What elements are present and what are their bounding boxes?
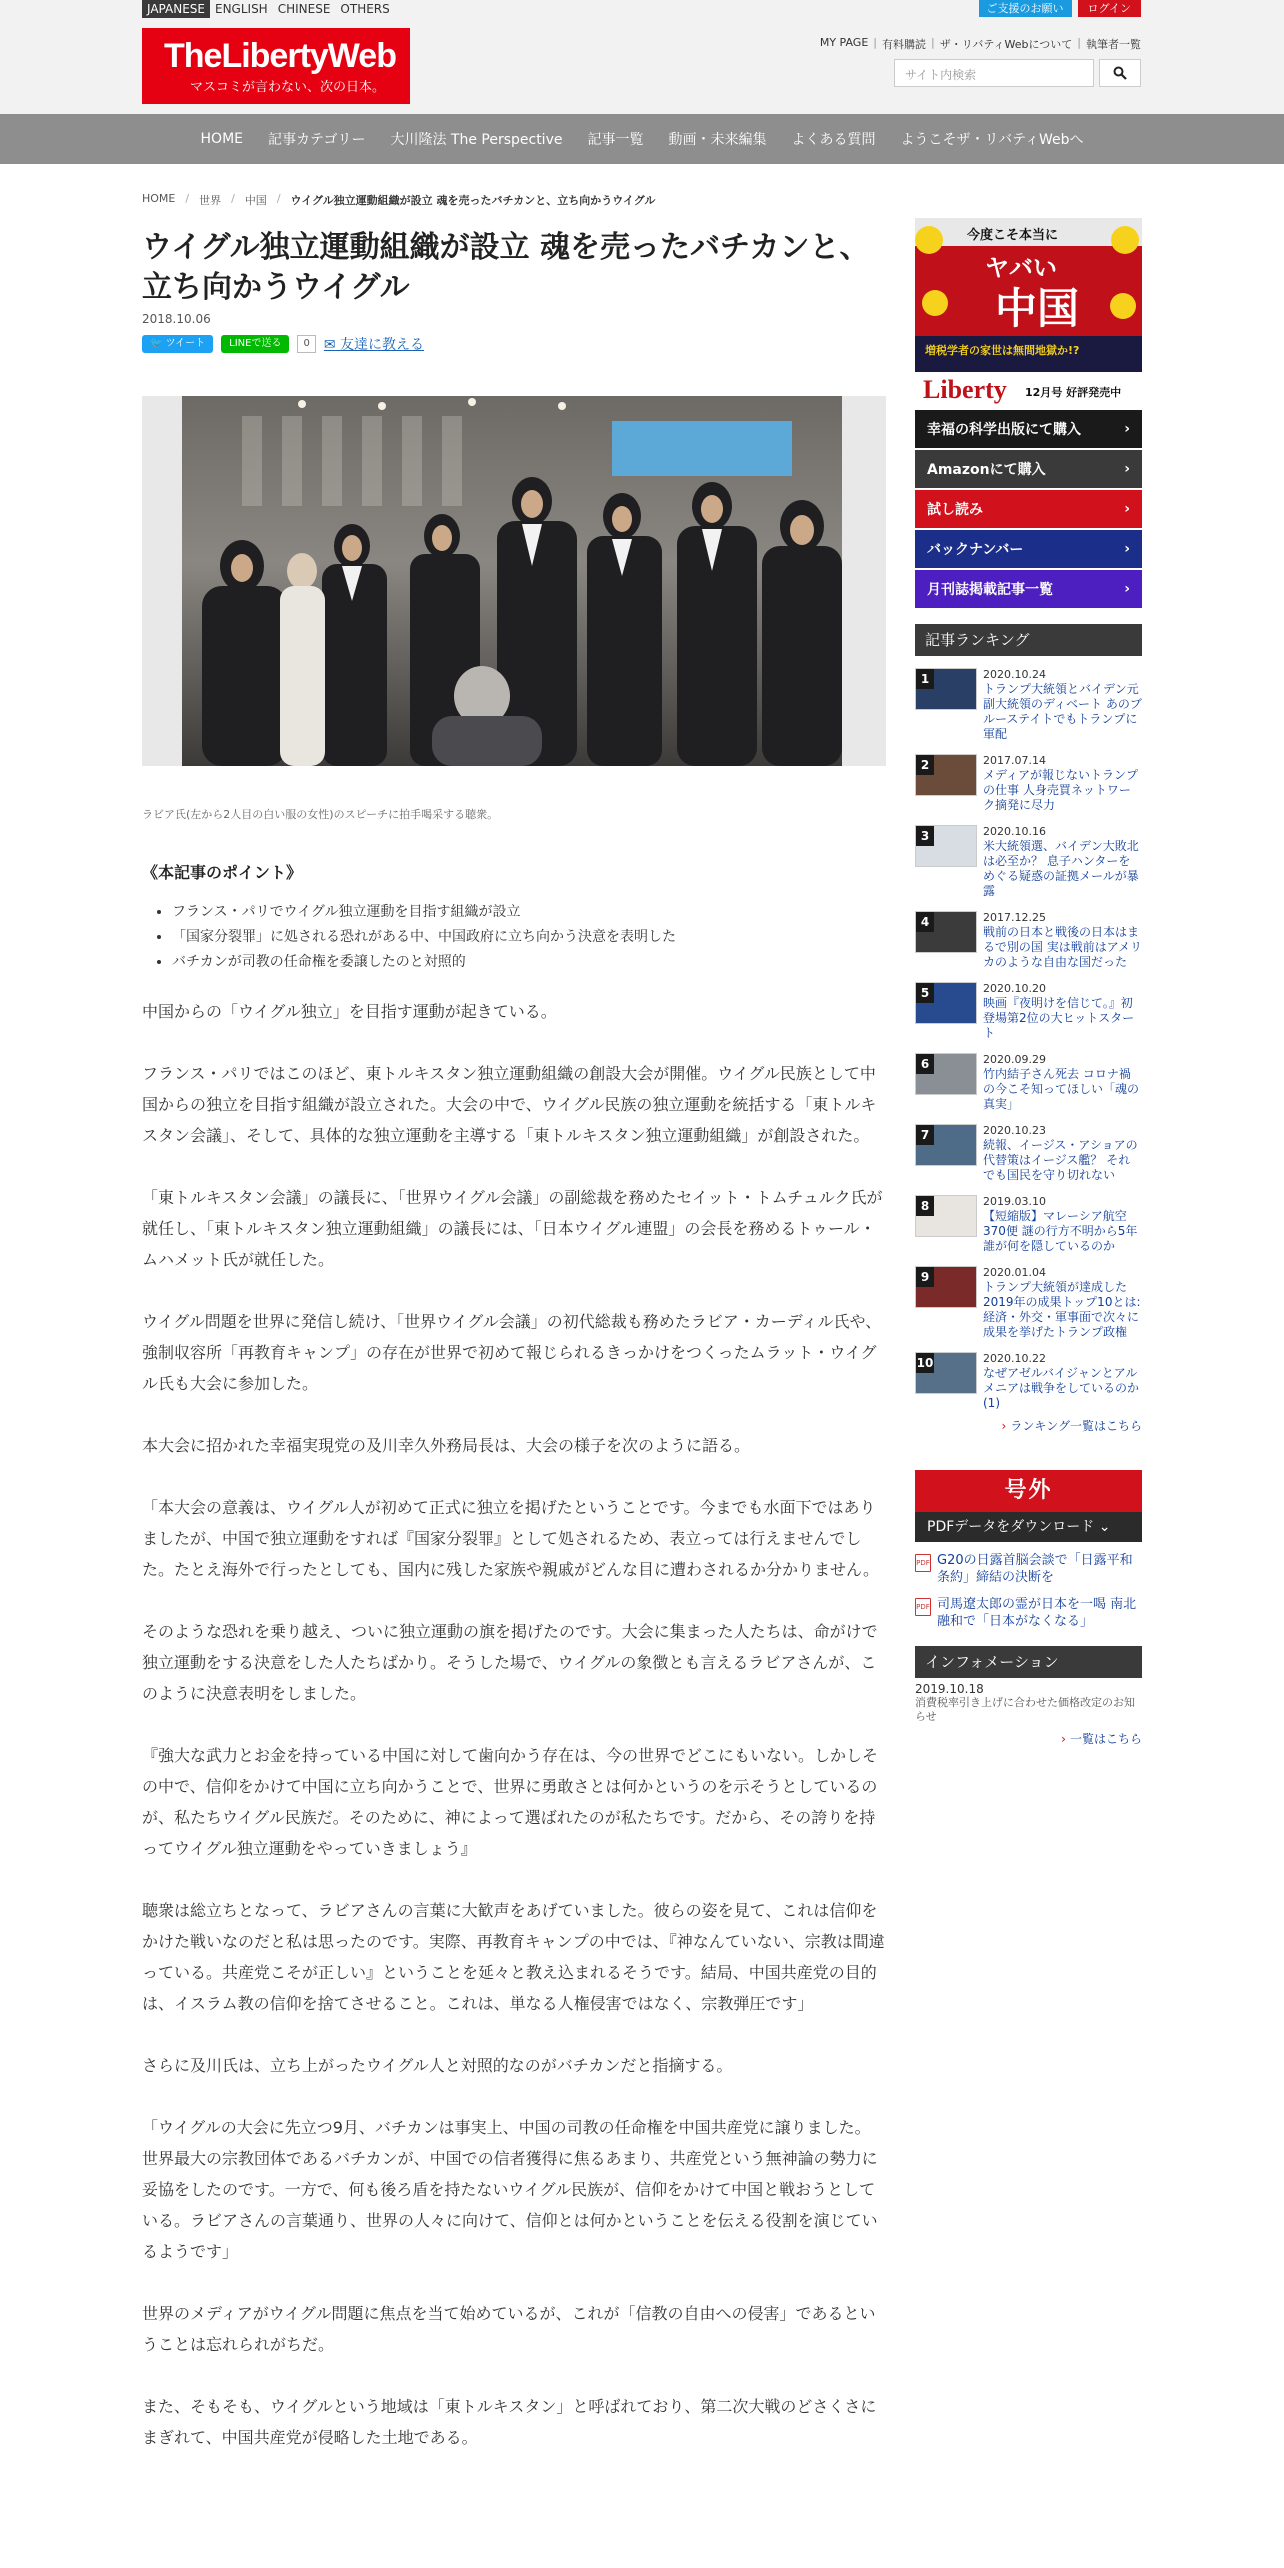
line-share-button[interactable]: LINEで送る [221,335,289,353]
info-link[interactable]: 消費税率引き上げに合わせた価格改定のお知らせ [915,1696,1135,1723]
ranking-title: 米大統領選、バイデン大敗北は必至か？ 息子ハンターをめぐる疑惑の証拠メールが暴露 [983,839,1139,898]
ranking-number: 4 [916,912,934,932]
chevron-down-icon: ⌄ [1098,1519,1111,1535]
ranking-date: 2020.10.16 [983,825,1046,838]
ranking-number: 2 [916,755,934,775]
site-header [0,0,1284,114]
chevron-right-icon: › [1124,581,1130,597]
points-title: 《本記事のポイント》 [142,863,303,882]
ranking-date: 2019.03.10 [983,1195,1046,1208]
language-bar [142,0,395,18]
ranking-title: なぜアゼルバイジャンとアルメニアは戦争をしているのか (1) [983,1366,1140,1410]
buy-kofuku-label: 幸福の科学出版にて購入 [927,422,1081,438]
buy-kofuku-button[interactable] [915,410,1142,448]
ranking-title: トランプ大統領が達成した2019年の成果トップ10とは: 経済・外交・軍事面で次々に成果を挙げたトランプ政権 [983,1280,1141,1339]
ranking-text [983,982,1142,1041]
paragraph: 「東トルキスタン会議」の議長に、「世界ウイグル会議」の副総裁を務めたセイット・トムチュルク氏が就任し、「東トルキスタン独立運動組織」の議長には、「日本ウイグル連盟」の会長を務めるトゥール・ムハメット氏が就任した。 [142,1188,883,1269]
ranking-date: 2020.10.23 [983,1124,1046,1137]
chevron-right-icon: › [1124,461,1130,477]
article-date: 2018.10.06 [142,312,211,326]
ranking-text [983,668,1142,742]
search-icon [1113,66,1127,80]
article [142,228,886,2447]
article-photo-frame [142,396,886,766]
ranking-item[interactable] [915,1266,1142,1340]
magazine-logo: Liberty [923,375,1007,404]
article-title: ウイグル独立運動組織が設立 魂を売ったバチカンと、立ち向かうウイグル [142,230,870,305]
breadcrumb-china[interactable]: 中国 [244,194,267,207]
list-item: • バチカンが司教の任命権を委譲したのと対照的 [172,950,676,975]
ranking-number: 3 [916,826,934,846]
sidebar [915,218,1142,1747]
backnumber-button[interactable] [915,530,1142,568]
ranking-title: 【短縮版】マレーシア航空370便 謎の行方不明から5年 誰が何を隠しているのか [983,1209,1138,1253]
lang-others[interactable]: OTHERS [340,2,390,16]
share-count: 0 [297,335,315,353]
magazine-cover[interactable] [915,218,1142,408]
ranking-item[interactable] [915,1352,1142,1411]
article-body [142,996,886,2484]
paragraph: 「本大会の意義は、ウイグル人が初めて正式に独立を掲げたということです。今までも水面下ではありましたが、中国で独立運動をすれば『国家分裂罪』として処されるため、表立っては行えませんでした。たとえ海外で行ったとしても、国内に残した家族や親戚がどんな目に遭わされるか分かりません。 [142,1498,879,1579]
ranking-date: 2020.10.24 [983,668,1046,681]
pdf-icon: PDF [915,1598,931,1616]
paragraph: また、そもそも、ウイグルという地域は「東トルキスタン」と呼ばれており、第二次大戦のどさくさにまぎれて、中国共産党が侵略した土地である。 [142,2397,877,2447]
paragraph: 『強大な武力とお金を持っている中国に対して歯向かう存在は、今の世界でどこにもいない。しかしその中で、信仰をかけて中国に立ち向かうことで、世界に勇敢さとは何かというのを示そうとしているのが、私たちウイグル民族だ。そのために、神によって選ばれたのが私たちです。だから、その誇りを持ってウイグル独立運動をやっていきましょう』 [142,1746,879,1858]
ranking-item[interactable] [915,825,1142,899]
ranking-text [983,1124,1142,1183]
ranking-item[interactable] [915,754,1142,813]
tweet-button[interactable] [142,335,213,353]
ranking-date: 2020.10.22 [983,1352,1046,1365]
ranking-text [983,1195,1142,1254]
backnumber-label: バックナンバー [927,542,1024,558]
ranking-text [983,754,1142,813]
info-header: インフォメーション [915,1646,1142,1678]
ranking-more-link[interactable] [915,1417,1142,1434]
points-list [172,900,676,975]
ranking-item[interactable] [915,911,1142,970]
breadcrumb-current: ウイグル独立運動組織が設立 魂を売ったバチカンと、立ち向かうウイグル [290,194,656,207]
ranking-thumbnail [915,1124,977,1166]
lang-english[interactable]: ENGLISH [214,2,268,16]
ranking-date: 2017.07.14 [983,754,1046,767]
paragraph: 中国からの「ウイグル独立」を目指す運動が起きている。 [142,1002,557,1021]
ranking-thumbnail [915,1195,977,1237]
pdf-download-label: PDFデータをダウンロード [927,1519,1095,1535]
chevron-right-icon: › [1124,501,1130,517]
lang-japanese[interactable]: JAPANESE [142,0,210,18]
nav-faq[interactable]: よくある質問 [791,132,876,148]
ranking-text [983,825,1142,899]
nav-welcome[interactable]: ようこそザ・リバティWebへ [900,132,1084,148]
ranking-header: 記事ランキング [915,624,1142,656]
logo-title: TheLibertyWeb [164,37,396,75]
chevron-right-icon: › [1124,541,1130,557]
article-photo [182,396,842,766]
paragraph: さらに及川氏は、立ち上がったウイグル人と対照的なのがバチカンだと指摘する。 [142,2056,733,2075]
link-authors[interactable]: 執筆者一覧 [1086,38,1141,51]
site-logo[interactable] [142,28,410,104]
chevron-right-icon: › [1124,421,1130,437]
paragraph: フランス・パリではこのほど、東トルキスタン独立運動組織の創設大会が開催。ウイグル民族として中国からの独立を目指す組織が設立された。大会の中で、ウイグル民族の独立運動を統括する「東トルキスタン会議」、そして、具体的な独立運動を主導する「東トルキスタン独立運動組織」が創設された。 [142,1064,877,1145]
chevron-right-icon: › [1001,1419,1007,1433]
paragraph: そのような恐れを乗り越え、ついに独立運動の旗を掲げたのです。大会に集まった人たちは、命がけで独立運動をする決意をした人たちばかり。そうした場で、ウイグルの象徴とも言えるラビアさんが、このように決意表明をしました。 [142,1622,878,1703]
paragraph: 世界のメディアがウイグル問題に焦点を当て始めているが、これが「信教の自由への侵害」であるということは忘れられがちだ。 [142,2304,876,2354]
info-more-link[interactable] [915,1730,1142,1747]
magazine-tag2: ヤバい [985,254,1057,282]
nav-videos[interactable]: 動画・未来編集 [668,132,767,148]
login-button[interactable]: ログイン [1078,0,1141,17]
lang-chinese[interactable]: CHINESE [277,2,331,16]
magazine-tag3: 中国 [995,284,1080,333]
ranking-number: 1 [916,669,934,689]
ranking-text [983,1352,1142,1411]
ranking-item[interactable] [915,1124,1142,1183]
ranking-date: 2017.12.25 [983,911,1046,924]
nav-categories[interactable]: 記事カテゴリー [268,132,366,148]
preview-label: 試し読み [927,502,983,518]
gougai-item-label: 司馬遼太郎の霊が日本を一喝 南北融和で「日本がなくなる」 [937,1597,1137,1629]
pdf-icon: PDF [915,1554,931,1572]
ranking-text [983,1266,1142,1340]
ranking-number: 5 [916,983,934,1003]
ranking-number: 8 [916,1196,934,1216]
buy-amazon-label: Amazonにて購入 [927,462,1046,478]
header-actions [979,0,1141,17]
ranking-title: トランプ大統領とバイデン元副大統領のディベート あのブルーステイトでもトランプに軍配 [983,682,1142,741]
ranking-title: 竹内結子さん死去 コロナ禍の今こそ知ってほしい「魂の真実」 [983,1067,1140,1111]
gougai-item[interactable] [915,1596,1142,1630]
info-date: 2019.10.18 [915,1682,984,1696]
monthly-articles-label: 月刊誌掲載記事一覧 [927,582,1053,598]
search-input[interactable]: サイト内検索 [894,59,1094,87]
ranking-thumbnail [915,825,977,867]
gougai-title: 号外 [915,1470,1142,1512]
link-subscription[interactable]: 有料購読 [882,38,926,51]
ranking-item[interactable] [915,668,1142,742]
breadcrumb-home[interactable]: HOME [142,192,176,205]
ranking-title: 戦前の日本と戦後の日本はまるで別の国 実は戦前はアメリカのような自由な国だった [983,925,1142,969]
monthly-articles-button[interactable] [915,570,1142,608]
link-mypage[interactable]: MY PAGE [819,36,869,49]
ranking-number: 6 [916,1054,934,1074]
preview-button[interactable] [915,490,1142,528]
ranking-thumbnail [915,911,977,953]
nav-perspective[interactable]: 大川隆法 The Perspective [390,132,563,148]
gougai-section [915,1470,1142,1630]
paragraph: 「ウイグルの大会に先立つ9月、バチカンは事実上、中国の司教の任命権を中国共産党に譲りました。世界最大の宗教団体であるバチカンが、中国での信者獲得に焦るあまり、共産党という無神論の勢力に妥協をしたのです。一方で、何も後ろ盾を持たないウイグル民族が、信仰をかけて中国と戦おうとしている。ラビアさんの言葉通り、世界の人々に向けて、信仰とは何かということを伝える役割を演じているようです」 [142,2118,878,2261]
ranking-list [915,668,1142,1411]
pdf-download-button[interactable] [915,1512,1142,1542]
ranking-item[interactable] [915,982,1142,1041]
twitter-icon: 🐦 [150,338,163,349]
ranking-thumbnail [915,1352,977,1394]
ranking-thumbnail [915,754,977,796]
magazine-tag4: 増税学者の家世は無間地獄か!? [925,344,1080,357]
ranking-date: 2020.01.04 [983,1266,1046,1279]
ranking-item[interactable] [915,1195,1142,1254]
breadcrumb: HOME / 世界 / 中国 / ウイグル独立運動組織が設立 魂を売ったバチカンと、立ち向かうウイグル [142,192,656,207]
photo-caption: ラビア氏(左から2人目の白い服の女性)のスピーチに拍手喝采する聴衆。 [142,808,499,821]
link-about[interactable]: ザ・リバティWebについて [939,38,1073,51]
ranking-title: 映画『夜明けを信じて。』初登場第2位の大ヒットスタート [983,996,1135,1040]
list-item: • 「国家分裂罪」に処される恐れがある中、中国政府に立ち向かう決意を表明した [172,925,676,950]
ranking-more-label: ランキング一覧はこちら [1010,1419,1142,1433]
search-button[interactable] [1099,59,1141,87]
ranking-number: 10 [916,1353,934,1373]
mail-icon: ✉ [323,337,336,353]
buy-amazon-button[interactable] [915,450,1142,488]
ranking-text [983,1053,1142,1112]
nav-home[interactable]: HOME [200,131,243,147]
ranking-thumbnail [915,1053,977,1095]
mail-share-link[interactable] [324,334,424,354]
magazine-issue: 12月号 好評発売中 [1025,386,1122,399]
ranking-text [983,911,1142,970]
tweet-label: ツイート [165,338,206,349]
logo-tagline: マスコミが言わない、次の日本。 [190,80,386,95]
top-links: MY PAGE | 有料購読 | ザ・リバティWebについて | 執筆者一覧 [819,36,1141,51]
ranking-date: 2020.09.29 [983,1053,1046,1066]
ranking-title: メディアが報じないトランプの仕事 人身売買ネットワーク摘発に尽力 [983,768,1139,812]
ranking-number: 7 [916,1125,934,1145]
gougai-item[interactable] [915,1552,1142,1586]
magazine-tag1: 今度こそ本当に [967,228,1059,243]
list-item: • フランス・パリでウイグル独立運動を目指す組織が設立 [172,900,676,925]
info-more-label: 一覧はこちら [1069,1732,1142,1746]
ranking-thumbnail [915,1266,977,1308]
ranking-date: 2020.10.20 [983,982,1046,995]
gougai-item-label: G20の日露首脳会談で「日露平和条約」締結の決断を [937,1553,1133,1585]
ranking-number: 9 [916,1267,934,1287]
paragraph: 聴衆は総立ちとなって、ラビアさんの言葉に大歓声をあげていました。彼らの姿を見て、これは信仰をかけた戦いなのだと私は思ったのです。実際、再教育キャンプの中では、『神なんていない、宗教は間違っている。共産党こそが正しい』ということを延々と教え込まれるそうです。結局、中国共産党の目的は、イスラム教の信仰を捨てさせること。これは、単なる人権侵害ではなく、宗教弾圧です」 [142,1901,885,2013]
nav-articles[interactable]: 記事一覧 [587,132,644,148]
ranking-item[interactable] [915,1053,1142,1112]
support-button[interactable]: ご支援のお願い [979,0,1072,17]
chevron-right-icon: › [1061,1732,1066,1746]
paragraph: 本大会に招かれた幸福実現党の及川幸久外務局長は、大会の様子を次のように語る。 [142,1436,751,1455]
breadcrumb-world[interactable]: 世界 [199,194,222,207]
paragraph: ウイグル問題を世界に発信し続け、「世界ウイグル会議」の初代総裁も務めたラビア・カーディル氏や、強制収容所「再教育キャンプ」の存在が世界で初めて報じられるきっかけをつくったムラット・ウイグル氏も大会に参加した。 [142,1312,882,1393]
ranking-thumbnail [915,668,977,710]
mail-share-label: 友達に教える [340,337,425,353]
ranking-title: 続報、イージス・アショアの代替策はイージス艦？ それでも国民を守り切れない [983,1138,1138,1182]
share-row [142,334,886,354]
ranking-thumbnail [915,982,977,1024]
main-nav [0,114,1284,164]
